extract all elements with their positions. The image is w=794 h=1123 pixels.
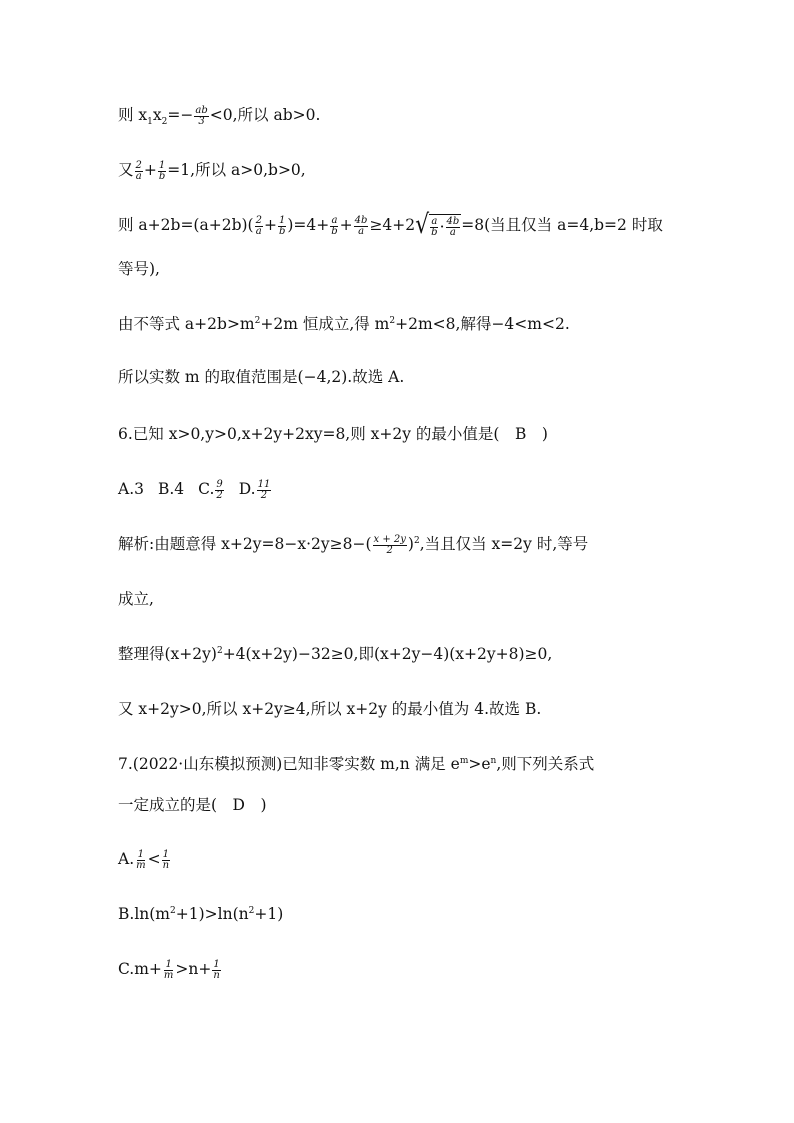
text: 解析:由题意得 x+2y=8−x·2y≥8−(: [118, 535, 372, 553]
denominator: a: [255, 225, 262, 237]
denominator: a: [449, 226, 456, 238]
denominator: b: [431, 226, 438, 238]
fraction: [135, 850, 146, 871]
text: +4(x+2y)−32≥0,即(x+2y−4)(x+2y+8)≥0,: [222, 645, 553, 663]
text: ,则下列关系式: [496, 755, 595, 773]
denominator: b: [331, 225, 338, 237]
solution-6-line-2: 成立,: [118, 590, 154, 608]
denominator: n: [162, 859, 170, 871]
text: 则 a+2b=(a+2b)(: [118, 216, 254, 234]
text: x: [152, 106, 162, 124]
numerator: a: [331, 214, 338, 226]
option-d: D.: [238, 480, 256, 498]
denominator: n: [213, 969, 220, 981]
solution-line-5: [118, 313, 754, 335]
numerator: x + 2y: [373, 533, 406, 545]
text: 又: [118, 161, 134, 179]
superscript: 2: [254, 315, 261, 326]
fraction: [446, 217, 461, 238]
fraction: [257, 480, 272, 501]
fraction: [373, 535, 407, 556]
text: =1,所以 a>0,b>0,: [167, 161, 306, 179]
superscript: n: [490, 755, 497, 766]
denominator: 2: [386, 544, 393, 556]
option-c: C.: [198, 480, 215, 498]
text: >e: [468, 755, 491, 773]
numerator: 1: [165, 958, 172, 970]
solution-6-line-4: 又 x+2y>0,所以 x+2y≥4,所以 x+2y 的最小值为 4.故选 B.: [118, 700, 542, 718]
fraction: [430, 217, 438, 238]
superscript: 2: [216, 645, 223, 656]
text: +: [143, 161, 157, 179]
solution-line-3: [118, 210, 754, 241]
subscript: 2: [161, 117, 168, 128]
denominator: a: [358, 225, 365, 237]
text: +1): [254, 905, 284, 923]
solution-line-4: 等号),: [118, 260, 160, 278]
solution-6-line-1: [118, 533, 754, 556]
superscript: 2: [248, 905, 255, 916]
text: 则 x: [118, 106, 148, 124]
option-b: B.4: [157, 480, 185, 498]
denominator: 2: [216, 489, 223, 501]
question-6-stem: 6.已知 x>0,y>0,x+2y+2xy=8,则 x+2y 的最小值是( B ): [118, 425, 548, 443]
superscript: 2: [413, 535, 420, 546]
denominator: 3: [198, 115, 205, 127]
denominator: m: [136, 859, 146, 871]
question-7-stem-cont: 一定成立的是( D ): [118, 796, 267, 814]
question-7-stem: [118, 753, 754, 775]
denominator: m: [163, 969, 174, 981]
fraction: [278, 216, 286, 237]
numerator: 1: [158, 159, 166, 171]
text: +1)>ln(n: [175, 905, 249, 923]
text: =8(当且仅当 a=4,b=2 时取: [461, 216, 663, 234]
text: A.: [118, 850, 135, 868]
solution-line-1: [118, 104, 754, 127]
numerator: 2: [135, 159, 142, 171]
radical-sign: √: [415, 210, 430, 241]
text: ,当且仅当 x=2y 时,等号: [419, 535, 589, 553]
numerator: 4b: [446, 215, 460, 227]
fraction: [158, 161, 166, 182]
denominator: b: [278, 225, 286, 237]
question-7-option-b: [118, 903, 754, 925]
subscript: 1: [147, 117, 153, 128]
fraction: [194, 106, 208, 127]
superscript: m: [459, 755, 469, 766]
numerator: 11: [257, 478, 271, 490]
fraction: [255, 216, 263, 237]
text: +2m<8,解得−4<m<2.: [395, 315, 570, 333]
fraction: [135, 161, 143, 182]
denominator: b: [158, 170, 166, 182]
text: C.m+: [118, 960, 162, 978]
numerator: 9: [216, 478, 223, 490]
numerator: 1: [213, 958, 220, 970]
text: >n+: [175, 960, 212, 978]
numerator: 1: [162, 848, 170, 860]
solution-6-line-3: [118, 643, 754, 665]
solution-line-6: 所以实数 m 的取值范围是(−4,2).故选 A.: [118, 368, 405, 386]
fraction: [162, 850, 170, 871]
numerator: a: [431, 215, 438, 227]
superscript: 2: [389, 315, 396, 326]
numerator: 2: [255, 214, 262, 226]
text: <0,所以 ab>0.: [209, 106, 321, 124]
text: +: [263, 216, 277, 234]
fraction: [212, 960, 220, 981]
text: 由不等式 a+2b>m: [118, 315, 255, 333]
fraction: [354, 216, 369, 237]
text: B.ln(m: [118, 905, 171, 923]
square-root: [415, 210, 461, 241]
fraction: [330, 216, 338, 237]
numerator: ab: [195, 104, 208, 116]
denominator: 2: [260, 489, 268, 501]
superscript: 2: [170, 905, 176, 916]
numerator: 4b: [354, 214, 368, 226]
text: 整理得(x+2y): [118, 645, 217, 663]
text: <: [147, 850, 161, 868]
question-7-option-a: [118, 848, 754, 871]
option-a: A.3: [118, 480, 144, 498]
text: ≥4+2: [369, 216, 416, 234]
radicand: [429, 214, 461, 238]
text: ·: [439, 218, 445, 236]
text: +: [339, 216, 353, 234]
solution-line-2: [118, 159, 754, 182]
text: )=4+: [287, 216, 330, 234]
text: ): [407, 535, 414, 553]
fraction: [163, 960, 174, 981]
text: 7.(2022·山东模拟预测)已知非零实数 m,n 满足 e: [118, 755, 460, 773]
text: =−: [167, 106, 194, 124]
denominator: a: [135, 170, 142, 182]
numerator: 1: [137, 848, 145, 860]
fraction: [215, 480, 223, 501]
text: +2m 恒成立,得 m: [260, 315, 390, 333]
question-7-option-c: [118, 958, 754, 981]
numerator: 1: [278, 214, 286, 226]
question-6-options: [118, 478, 754, 501]
